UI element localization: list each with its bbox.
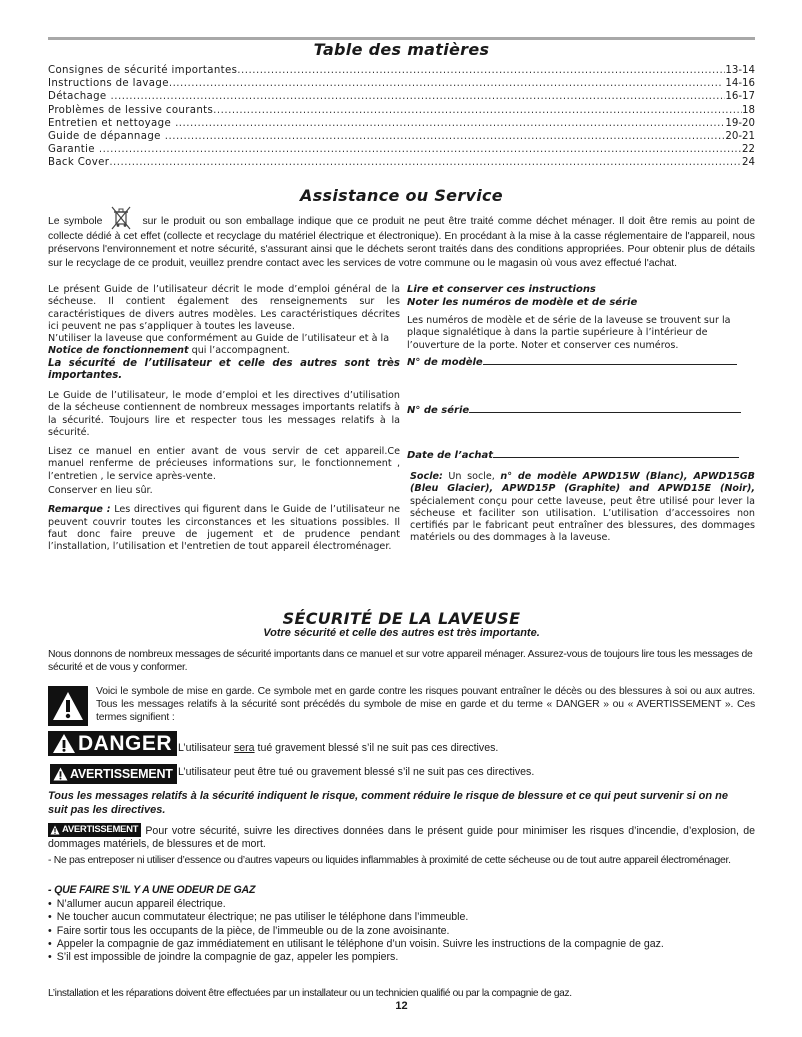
warning-paragraph-text: Pour votre sécurité, suivre les directives données dans le présent guide pour minimiser les risques d’incendie, d’explosion, de dommages matériels, de blessures et de mort. [48,825,755,851]
toc-entry-label: Back Cover [48,157,110,169]
toc-leader-dots [237,64,725,77]
pedestal-intro: Un socle, [442,470,501,482]
model-number-line[interactable] [483,354,737,365]
usage-note-bold: Notice de fonctionnement [48,345,189,357]
purchase-date-field[interactable] [407,447,757,462]
toc-title: Table des matières [313,40,490,59]
toc-entry-page: 24 [742,157,755,169]
toc-leader-dots [111,90,726,103]
toc-entry[interactable] [48,156,755,169]
warning-meaning: L’utilisateur peut être tué ou gravement blessé s’il ne suit pas ces directives. [178,766,535,778]
crossed-out-wheelie-bin-icon [110,206,132,230]
toc-leader-dots [99,143,742,156]
list-item: • Faire sortir tous les occupants de la pièce, de l’immeuble ou de la zone avoisinante. [48,925,755,938]
page-number: 12 [395,1000,408,1012]
danger-badge [48,731,177,756]
purchase-date-label: Date de l’achat [407,449,494,461]
serial-number-field[interactable] [407,402,757,417]
numbers-location: Les numéros de modèle et de série de la laveuse se trouvent sur la plaque signalétique à dans la partie supérieure à l’intérieur de l’ouverture de la porte. Noter et conserver ces numéros. [407,315,731,351]
warning-triangle-icon [51,690,85,722]
toc-entry[interactable] [48,143,755,156]
warning-badge [50,764,177,784]
assistance-text: sur le produit ou son emballage indique que ce produit ne peut être traité comme déchet ménager. Il doit être remis au point de collecte dédié à cet effet (collecte et recyclage du matériel électrique et électronique). En procédant à la mise à la casse réglementaire de l'appareil, nous préservons l'environnement et notre sécurité, s'assurant ainsi que le déchets seront traités dans des conditions appropriées. Pour obtenir plus de détails sur le recyclage de ce produit, veuillez prendre contact avec les services de votre commune ou le magasin où vous avez effectué l'achat. [48,216,755,269]
toc-entry-label: Entretien et nettoyage [48,117,172,129]
qualified-installer-note: L’installation et les réparations doivent être effectuées par un installateur ou un technicien qualifié ou par la compagnie de gaz. [48,988,572,999]
warning-paragraph [48,823,755,852]
serial-number-label: N° de série [407,405,470,417]
toc-entry-label: Garantie [48,144,95,156]
toc-entry-label: Guide de dépannage [48,131,161,143]
gas-odor-heading: - QUE FAIRE S’IL Y A UNE ODEUR DE GAZ [48,884,256,896]
usage-note [48,333,400,358]
danger-meaning-end: tué gravement blessé s’il ne suit pas ces directives. [254,742,499,754]
safety-intro: Nous donnons de nombreux messages de sécurité importants dans ce manuel et sur votre appareil ménager. Assurez-vous de toujours lire tous les messages de sécurité et de vous y conformer. [48,649,753,674]
pedestal-note [410,471,755,545]
safety-title: SÉCURITÉ DE LA LAVEUSE [282,609,521,628]
toc-leader-dots [109,156,742,169]
toc-entry-page: 14-16 [725,78,755,90]
left-column [48,284,400,554]
toc-entry-page: 16-17 [725,91,755,103]
warning-triangle-icon [53,767,68,781]
assistance-lead: Le symbole [48,216,103,227]
pedestal-text: spécialement conçu pour cette laveuse, peut être utilisé pour lever la sécheuse et faciliter son utilisation. L’utilisation d’accessoires non certifiés par le fabricant peut entraîner des blessures, des dommages matériels ou des dommages à la laveuse. [410,495,755,544]
toc-entry-page: 13-14 [725,65,755,76]
usage-note-start: N’utiliser la laveuse que conformément au Guide de l’utilisateur et à la [48,333,390,345]
toc-entry-label: Problèmes de lessive courants [48,104,214,116]
purchase-date-line[interactable] [493,447,739,458]
danger-badge-label: DANGER [78,731,173,755]
usage-note-end: qui l’accompagnent. [188,345,290,357]
danger-meaning-start: L’utilisateur [178,742,234,754]
list-item: • N’allumer aucun appareil électrique. [48,898,755,911]
toc-leader-dots [213,104,742,117]
alert-symbol-text: Voici le symbole de mise en garde. Ce symbole met en garde contre les risques pouvant entraîner le décès ou des blessures à soi ou aux autres. Tous les messages relatifs à la sécurité sont précédés du symbole de mise en garde et du terme « DANGER » ou « AVERTISSEMENT ». Ces termes signifient : [96,686,755,724]
table-of-contents [48,64,755,170]
remark [48,504,400,553]
safety-alert-symbol [48,686,88,726]
list-item: • Appeler la compagnie de gaz immédiatement en utilisant le téléphone d’un voisin. Suivre les instructions de la compagnie de gaz. [48,938,755,951]
warning-badge-label: AVERTISSEMENT [70,767,173,781]
gas-odor-instructions [48,898,755,964]
keep-safe: Conserver en lieu sûr. [48,485,153,497]
model-number-field[interactable] [407,354,757,369]
pedestal-models: n° de modèle APWD15W (Blanc), APWD15GB (Bleu Glacier), APWD15P (Graphite) and APWD15E (Noir), [410,470,755,495]
read-manual: Lisez ce manuel en entier avant de vous servir de cet appareil.Ce manuel renferme de précieuses informations sur, le fonctionnement , l’entretien , le service après-vente. [48,446,400,482]
remark-label: Remarque : [48,504,111,516]
warning-triangle-icon [52,733,76,754]
warning-badge-small-label: AVERTISSEMENT [62,824,139,836]
toc-leader-dots [169,77,722,90]
toc-entry-label: Instructions de lavage [48,78,169,90]
toc-entry-page: 22 [742,144,755,156]
guide-safety-messages: Le Guide de l’utilisateur, le mode d’emploi et les directives d’utilisation de la sécheuse contiennent de nombreux messages importants relatifs à la sécurité. Toujours lire et respecter tous les messages relatifs à la sécurité. [48,389,400,438]
safety-subtitle: Votre sécurité et celle des autres est très importante. [263,627,540,639]
safety-importance: La sécurité de l’utilisateur et celle des autres sont très importantes. [48,357,400,382]
toc-entry[interactable] [48,130,755,143]
note-numbers-heading: Noter les numéros de modèle et de série [407,296,638,308]
pedestal-label: Socle: [410,470,443,482]
remark-text: Les directives qui figurent dans le Guide de l’utilisateur ne peuvent couvrir toutes les circonstances et les situations possibles. Il faut donc faire preuve de jugement et de prudence pendant l’installation, l’utilisation et l'entretien de tout appareil électroménager. [48,504,400,553]
list-item: • Ne toucher aucun commutateur électrique; ne pas utiliser le téléphone dans l’immeuble. [48,911,755,924]
danger-meaning [178,742,498,755]
warning-triangle-icon [50,825,60,835]
serial-number-line[interactable] [469,402,741,413]
list-item: • S’il est impossible de joindre la compagnie de gaz, appeler les pompiers. [48,951,755,964]
right-column [407,284,757,545]
toc-entry[interactable] [48,90,755,103]
toc-entry[interactable] [48,64,755,77]
model-number-label: N° de modèle [407,357,483,369]
toc-leader-dots [175,117,725,130]
toc-entry-page: 20-21 [725,131,755,143]
toc-entry-page: 18 [742,104,755,116]
toc-entry[interactable] [48,117,755,130]
assistance-paragraph [48,206,755,270]
read-keep-heading: Lire et conserver ces instructions [407,284,596,295]
toc-entry[interactable] [48,104,755,117]
assistance-title: Assistance ou Service [300,186,503,205]
toc-entry-label: Détachage [48,91,107,103]
guide-intro: Le présent Guide de l’utilisateur décrit le mode d’emploi général de la sécheuse. Il contient également des renseignements sur les caractéristiques de divers autres modèles. Les caractéristiques décrites ici peuvent ne pas s’appliquer à toutes les laveuse. [48,284,400,332]
toc-leader-dots [165,130,726,143]
no-flammables-instruction: - Ne pas entreposer ni utiliser d’essence ou d’autres vapeurs ou liquides inflammables à proximité de cette sécheuse ou de tout autre appareil électroménager. [48,855,731,866]
toc-entry-page: 19-20 [725,117,755,129]
danger-meaning-emphasis: sera [233,742,255,754]
toc-entry[interactable] [48,77,755,90]
safety-messages-explanation: Tous les messages relatifs à la sécurité indiquent le risque, comment réduire le risque de blessure et ce qui peut survenir si on ne suit pas les directives. [48,790,728,816]
warning-badge-small [48,823,141,837]
toc-entry-label: Consignes de sécurité importantes [48,65,238,76]
